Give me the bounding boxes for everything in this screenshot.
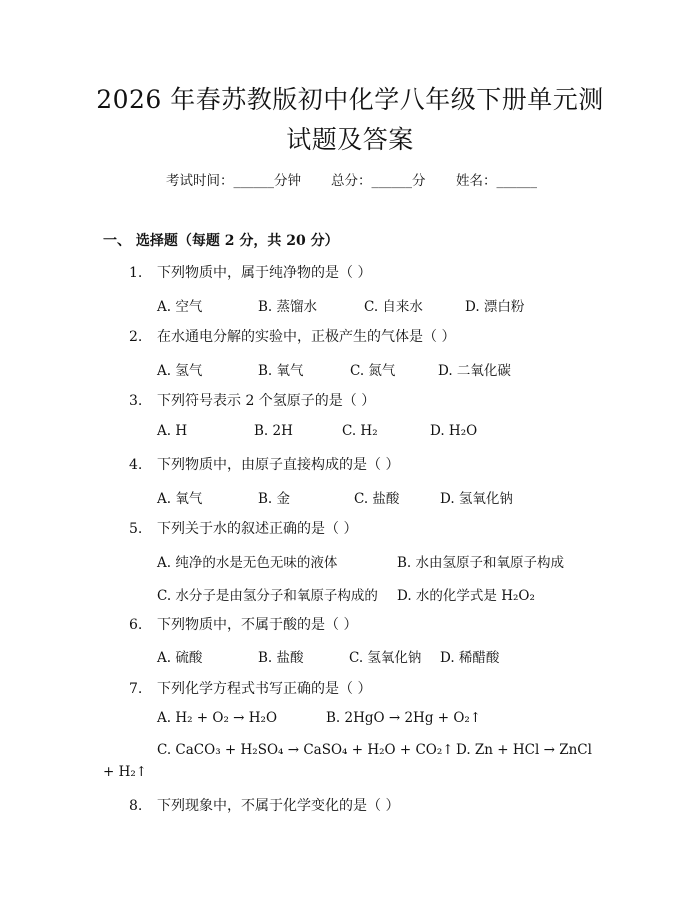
option-c: C. 氢氧化钠 bbox=[349, 650, 422, 666]
option-a: A. 纯净的水是无色无味的液体 bbox=[157, 555, 338, 571]
option-a: A. 硫酸 bbox=[157, 650, 203, 666]
option-d-continued: + H₂↑ bbox=[103, 764, 148, 780]
option-d: D. H₂O bbox=[430, 423, 478, 439]
option-b: B. 金 bbox=[258, 491, 291, 507]
option-d: D. 稀醋酸 bbox=[440, 650, 500, 666]
section-heading: 一、 选择题（每题 2 分，共 20 分） bbox=[103, 233, 339, 249]
question-number: 8. bbox=[129, 798, 143, 814]
page-title-line-1: 2026 年春苏教版初中化学八年级下册单元测 bbox=[96, 85, 604, 114]
option-d: D. 二氧化碳 bbox=[438, 363, 511, 379]
question-text: 下列关于水的叙述正确的是（ ） bbox=[157, 521, 358, 537]
question-text: 下列化学方程式书写正确的是（ ） bbox=[157, 681, 372, 697]
option-c: C. 自来水 bbox=[364, 299, 423, 315]
total-score-field: 总分：______分 bbox=[331, 173, 426, 189]
option-d: D. 氢氧化钠 bbox=[440, 491, 513, 507]
option-d: D. Zn + HCl → ZnCl bbox=[456, 742, 592, 758]
question-number: 6. bbox=[129, 617, 143, 633]
question-5 bbox=[129, 518, 357, 538]
question-7 bbox=[129, 678, 371, 698]
option-d: D. 漂白粉 bbox=[465, 299, 525, 315]
option-b: B. 水由氢原子和氧原子构成 bbox=[397, 555, 565, 571]
option-b: B. 2H bbox=[254, 423, 293, 439]
exam-time-field: 考试时间：______分钟 bbox=[166, 173, 301, 189]
question-8 bbox=[129, 795, 399, 815]
option-c: C. CaCO₃ + H₂SO₄ → CaSO₄ + H₂O + CO₂↑ bbox=[157, 742, 454, 758]
question-text: 下列现象中，不属于化学变化的是（ ） bbox=[157, 798, 400, 814]
option-c: C. 水分子是由氢分子和氧原子构成的 bbox=[157, 588, 378, 604]
option-a: A. 氧气 bbox=[157, 491, 203, 507]
option-a: A. H₂ + O₂ → H₂O bbox=[157, 710, 278, 726]
option-b: B. 盐酸 bbox=[258, 650, 304, 666]
option-a: A. H bbox=[157, 423, 188, 439]
option-c: C. H₂ bbox=[342, 423, 378, 439]
option-b: B. 2HgO → 2Hg + O₂↑ bbox=[326, 710, 482, 726]
question-number: 1. bbox=[129, 265, 143, 281]
question-text: 下列符号表示 2 个氢原子的是（ ） bbox=[157, 393, 376, 409]
question-1 bbox=[129, 262, 371, 282]
option-c: C. 盐酸 bbox=[354, 491, 400, 507]
page-title-line-2: 试题及答案 bbox=[286, 125, 414, 154]
question-text: 下列物质中，由原子直接构成的是（ ） bbox=[157, 457, 400, 473]
option-a: A. 空气 bbox=[157, 299, 203, 315]
question-6 bbox=[129, 614, 357, 634]
option-d: D. 水的化学式是 H₂O₂ bbox=[397, 588, 535, 604]
option-b: B. 蒸馏水 bbox=[258, 299, 318, 315]
question-4 bbox=[129, 454, 399, 474]
question-number: 7. bbox=[129, 681, 143, 697]
option-a: A. 氢气 bbox=[157, 363, 203, 379]
option-b: B. 氧气 bbox=[258, 363, 304, 379]
question-text: 下列物质中，不属于酸的是（ ） bbox=[157, 617, 358, 633]
question-number: 2. bbox=[129, 329, 143, 345]
question-number: 3. bbox=[129, 393, 143, 409]
question-number: 4. bbox=[129, 457, 143, 473]
question-text: 在水通电分解的实验中，正极产生的气体是（ ） bbox=[157, 329, 456, 345]
question-number: 5. bbox=[129, 521, 143, 537]
student-name-field: 姓名：______ bbox=[456, 173, 537, 189]
option-c: C. 氮气 bbox=[350, 363, 396, 379]
question-2 bbox=[129, 326, 455, 346]
question-3 bbox=[129, 390, 375, 410]
question-text: 下列物质中，属于纯净物的是（ ） bbox=[157, 265, 372, 281]
